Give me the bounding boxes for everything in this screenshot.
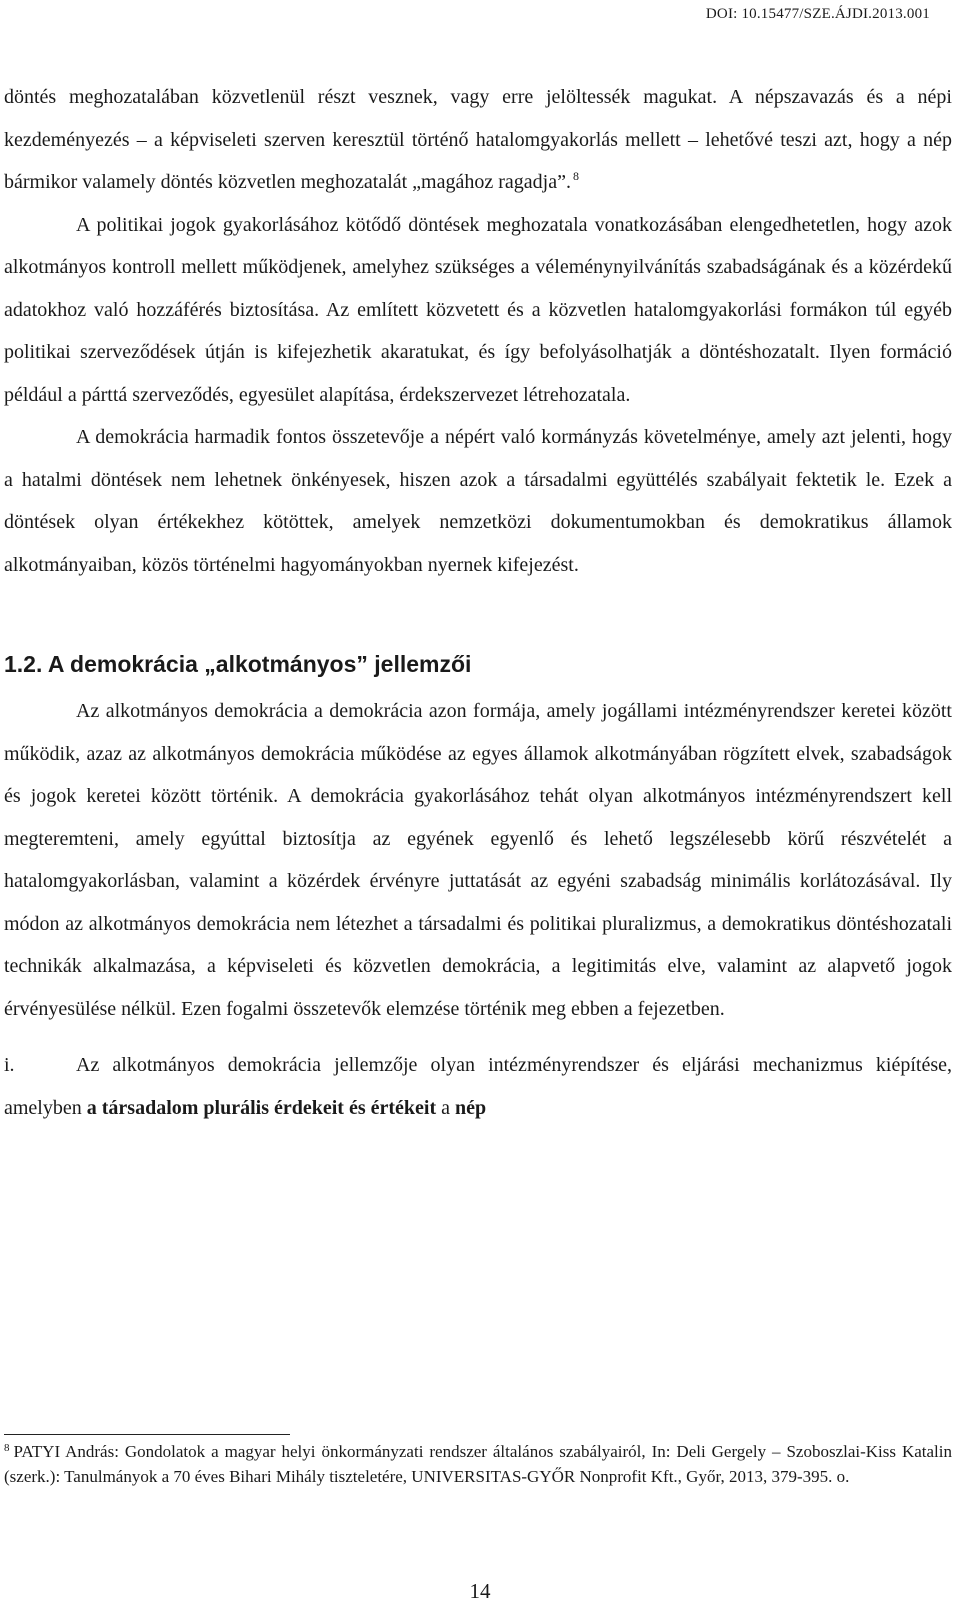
list-item-text: Az alkotmányos demokrácia jellemzője olyan intézményrendszer és eljárási mechanizmus kiépítése, amelyben xyxy=(4,1054,952,1119)
section-paragraph-1: Az alkotmányos demokrácia a demokrácia azon formája, amely jogállami intézményrendszer keretei között működik, azaz az alkotmányos demokrácia működése az egyes államok alkotmányában rögzített elvek, szabadságok és jogok keretei között történik. A demokrácia gyakorlásához tehát olyan alkotmányos intézményrendszert kell megteremteni, amely egyúttal biztosítja az egyének egyenlő és lehető legszélesebb körű részvételét a hatalomgyakorlásban, valamint a közérdek érvényre juttatását az egyéni szabadság minimális korlátozásával. Ily módon az alkotmányos demokrácia nem létezhet a társadalmi és politikai pluralizmus, a demokratikus döntéshozatali technikák alkalmazása, a képviseleti és közvetlen demokrácia, a legitimitás elve, valamint az alapvető jogok érvényesülése nélkül. Ezen fogalmi összetevők elemzése történik meg ebben a fejezetben. xyxy=(4,700,952,1020)
section-heading: 1.2. A demokrácia „alkotmányos” jellemzői xyxy=(4,651,472,677)
page-number: 14 xyxy=(469,1579,491,1603)
footnote-divider xyxy=(4,1434,290,1435)
footnote-number: 8 xyxy=(4,1442,10,1454)
footnote-reference[interactable]: 8 xyxy=(572,169,579,183)
footnote xyxy=(4,1439,952,1489)
list-item-mid: a xyxy=(441,1096,451,1119)
paragraph-1-text: döntés meghozatalában közvetlenül részt vesznek, vagy erre jelöltessék magukat. A népszavazás és a népi kezdeményezés – a képviseleti szerven keresztül történő hatalomgyakorlás mellett – lehetővé teszi azt, hogy a nép bármikor valamely döntés közvetlen meghozatalát „magához ragadja”. xyxy=(4,86,952,193)
list-item-bold-1: a társadalom plurális érdekeit és értékeit xyxy=(86,1096,437,1119)
list-item-bold-2: nép xyxy=(455,1096,487,1119)
spacer xyxy=(4,1030,952,1044)
list-item xyxy=(4,1044,952,1129)
paragraph-1 xyxy=(4,76,952,204)
main-text xyxy=(4,76,952,1129)
footnote-text: PATYI András: Gondolatok a magyar helyi önkormányzati rendszer általános szabályairól, In: Deli Gergely – Szoboszlai-Kiss Katalin (szerk.): Tanulmányok a 70 éves Bihari Mihály tiszteletére, UNIVERSITAS-GYŐR Nonprofit Kft., Győr, 2013, 379-395. o. xyxy=(4,1442,952,1486)
paragraph-3: A demokrácia harmadik fontos összetevője a népért való kormányzás követelménye, amely azt jelenti, hogy a hatalmi döntések nem lehetnek önkényesek, hiszen azok a társadalmi együttélés szabályait fektetik le. Ezek a döntések olyan értékekhez kötöttek, amelyek nemzetközi dokumentumokban és demokratikus államok alkotmányaiban, közös történelmi hagyományokban nyernek kifejezést. xyxy=(4,426,952,576)
doi-header: DOI: 10.15477/SZE.ÁJDI.2013.001 xyxy=(705,6,930,22)
paragraph-2: A politikai jogok gyakorlásához kötődő döntések meghozatala vonatkozásában elengedhetetlen, hogy azok alkotmányos kontroll mellett működjenek, amelyhez szükséges a véleménynyilvánítás szabadságának és a közérdekű adatokhoz való hozzáférés biztosítása. Az említett közvetett és a közvetlen hatalomgyakorlási formákon túl egyéb politikai szerveződések útján is kifejezhetik akaratukat, és így befolyásolhatják a döntéshozatalt. Ilyen formáció például a párttá szerveződés, egyesület alapítása, érdekszervezet létrehozatala. xyxy=(4,213,952,406)
list-item-label: i. xyxy=(4,1054,15,1076)
spacer xyxy=(4,586,952,628)
